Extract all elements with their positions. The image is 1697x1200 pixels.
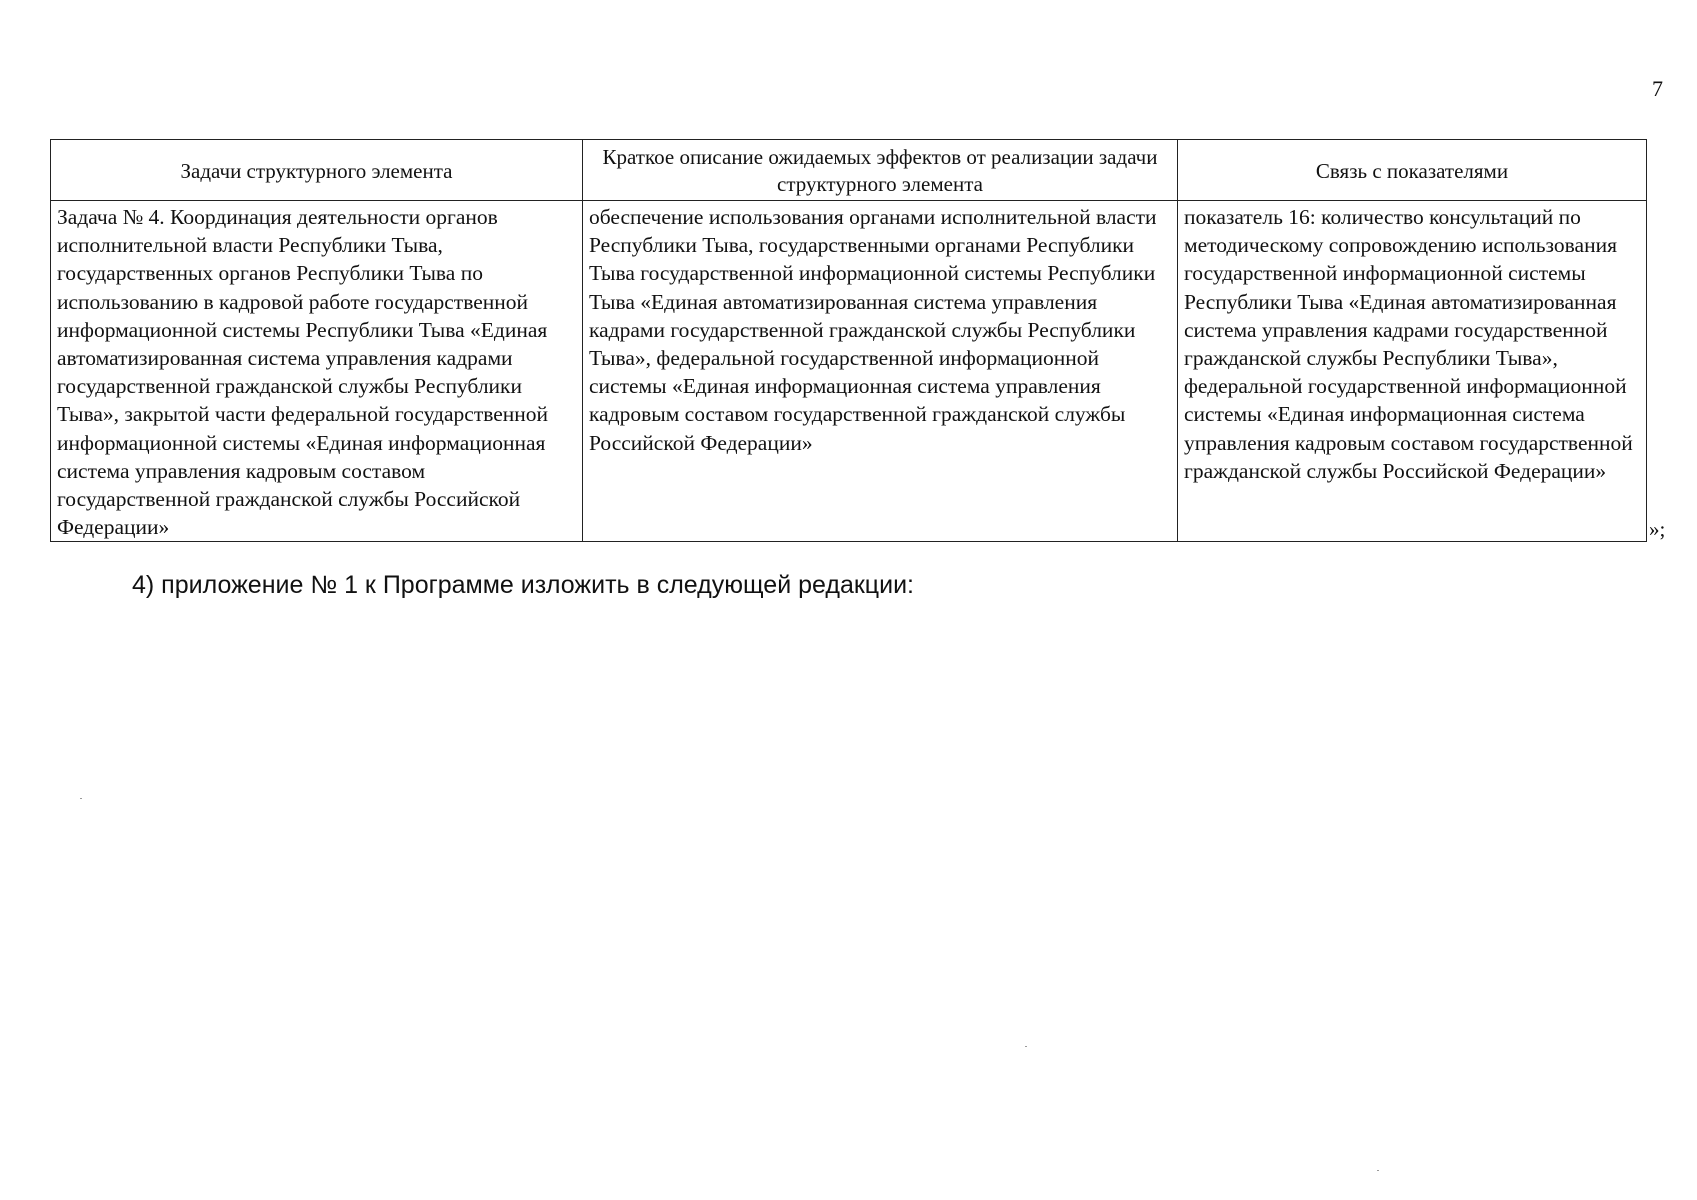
effect-text: обеспечение использования органами исполнительной власти Республики Тыва, государственными органами Республики Тыва государственной информационной системы Республики Тыва «Единая автоматизированная система управления кадрами государственной гражданской службы Республики Тыва», федеральной государственной информационной системы «Единая информационная система управления кадровым составом государственной гражданской службы Российской Федерации»: [589, 205, 1157, 455]
scan-speck: [1025, 1046, 1027, 1047]
amendment-instruction: 4) приложение № 1 к Программе изложить в следующей редакции:: [132, 571, 914, 599]
indicator-text: показатель 16: количество консультаций по методическому сопровождению использования государственной информационной системы Республики Тыва «Единая автоматизированная система управления кадрами государственной гражданской службы Республики Тыва», федеральной государственной информационной системы «Единая информационная система управления кадровым составом государственной гражданской службы Российской Федерации»: [1184, 205, 1633, 483]
header-indicators: Связь с показателями: [1178, 140, 1647, 201]
table-row: [51, 201, 1647, 542]
cell-indicator: [1178, 201, 1647, 542]
scan-speck: [80, 798, 82, 799]
closing-quote-mark: »;: [1649, 517, 1666, 541]
scan-speck: [1377, 1170, 1379, 1171]
table-header-row: [51, 140, 1647, 201]
header-effects: Краткое описание ожидаемых эффектов от реализации задачи структурного элемента: [583, 140, 1178, 201]
cell-effect: [583, 201, 1178, 542]
cell-task: [51, 201, 583, 542]
task-text: Задача № 4. Координация деятельности органов исполнительной власти Республики Тыва, государственных органов Республики Тыва по использованию в кадровой работе государственной информационной системы Республики Тыва «Единая автоматизированная система управления кадрами государственной гражданской службы Республики Тыва», закрытой части федеральной государственной информационной системы «Единая информационная система управления кадровым составом государственной гражданской службы Российской Федерации»: [57, 205, 549, 540]
program-table: [50, 139, 1647, 542]
page-number: 7: [1652, 76, 1663, 101]
header-tasks: Задачи структурного элемента: [51, 140, 583, 201]
